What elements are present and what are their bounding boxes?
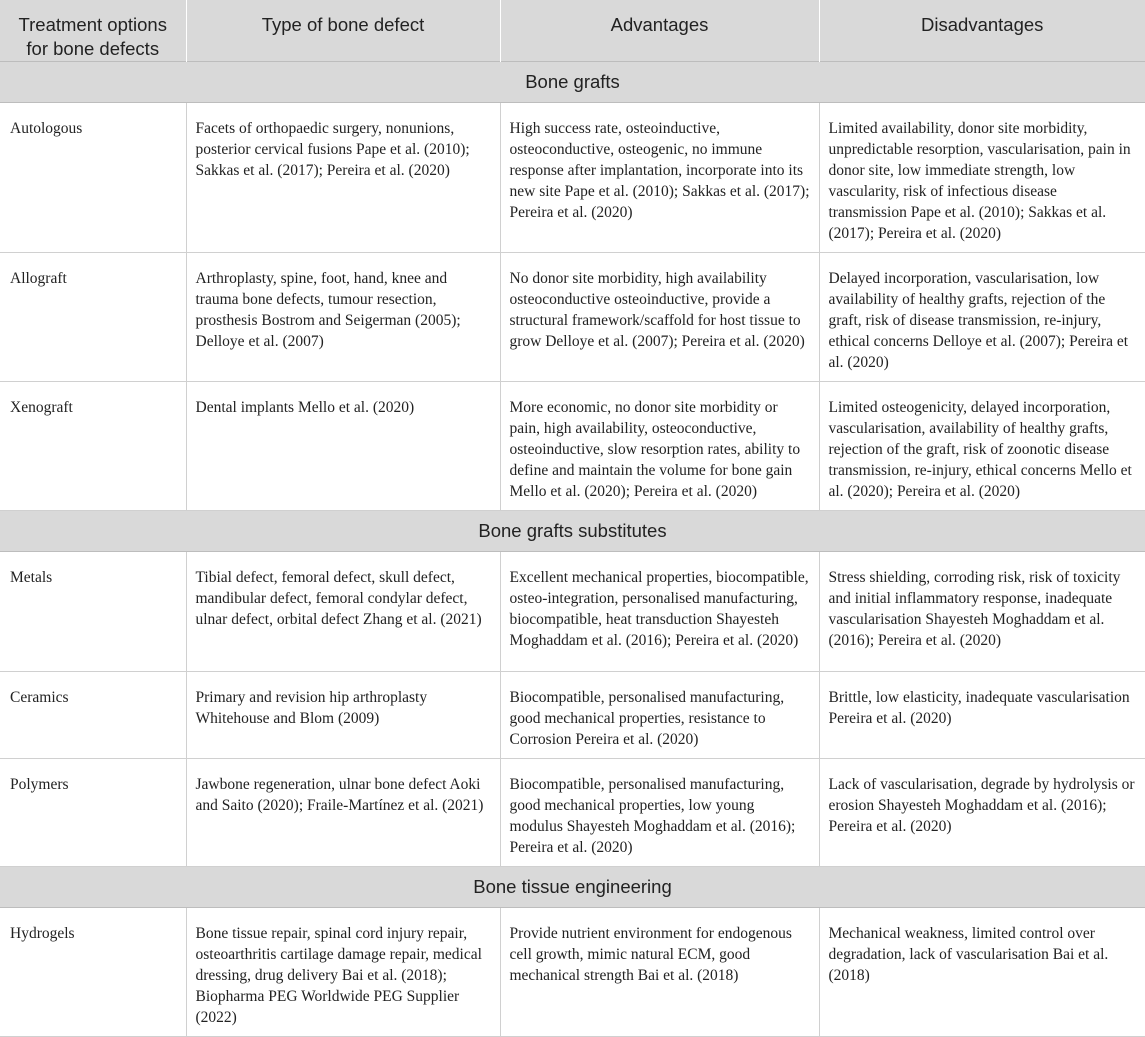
defect-type: Primary and revision hip arthroplasty Whitehouse and Blom (2009) — [186, 672, 500, 759]
advantages: Biocompatible, personalised manufacturing, good mechanical properties, low young modulus Shayesteh Moghaddam et al. (2016); Pereira et al. (2020) — [500, 759, 819, 867]
defect-type: Arthroplasty, spine, foot, hand, knee and trauma bone defects, tumour resection, prosthesis Bostrom and Seigerman (2005); Delloye et al. (2007) — [186, 253, 500, 382]
table-row — [0, 759, 1145, 867]
defect-type: Jawbone regeneration, ulnar bone defect Aoki and Saito (2020); Fraile-Martínez et al. (2021) — [186, 759, 500, 867]
header-treatment-options: Treatment options for bone defects — [0, 0, 186, 62]
advantages: Excellent mechanical properties, biocompatible, osteo-integration, personalised manufacturing, biocompatible, heat transduction Shayesteh Moghaddam et al. (2016); Pereira et al. (2020) — [500, 552, 819, 672]
treatment-option: Ceramics — [0, 672, 186, 759]
section-title: Bone grafts substitutes — [0, 511, 1145, 552]
section-title: Bone tissue engineering — [0, 867, 1145, 908]
section-row — [0, 62, 1145, 103]
defect-type: Facets of orthopaedic surgery, nonunions, posterior cervical fusions Pape et al. (2010); Sakkas et al. (2017); Pereira et al. (2020) — [186, 103, 500, 253]
table-row — [0, 552, 1145, 672]
header-defect-type: Type of bone defect — [186, 0, 500, 62]
table-row — [0, 382, 1145, 511]
treatment-option: Hydrogels — [0, 908, 186, 1037]
advantages: Provide nutrient environment for endogenous cell growth, mimic natural ECM, good mechanical strength Bai et al. (2018) — [500, 908, 819, 1037]
table-header — [0, 0, 1145, 62]
table-row — [0, 908, 1145, 1037]
treatment-option: Xenograft — [0, 382, 186, 511]
treatment-option: Allograft — [0, 253, 186, 382]
disadvantages: Delayed incorporation, vascularisation, low availability of healthy grafts, rejection of the graft, risk of disease transmission, re-injury, ethical concerns Delloye et al. (2007); Pereira et al. (2020) — [819, 253, 1145, 382]
advantages: Biocompatible, personalised manufacturing, good mechanical properties, resistance to Corrosion Pereira et al. (2020) — [500, 672, 819, 759]
disadvantages: Lack of vascularisation, degrade by hydrolysis or erosion Shayesteh Moghaddam et al. (2016); Pereira et al. (2020) — [819, 759, 1145, 867]
table-row — [0, 672, 1145, 759]
advantages: More economic, no donor site morbidity or pain, high availability, osteoconductive, osteoinductive, slow resorption rates, ability to define and maintain the volume for bone gain Mello et al. (2020); Pereira et al. (2020) — [500, 382, 819, 511]
section-row — [0, 867, 1145, 908]
treatment-option: Polymers — [0, 759, 186, 867]
disadvantages: Stress shielding, corroding risk, risk of toxicity and initial inflammatory response, inadequate vascularisation Shayesteh Moghaddam et al. (2016); Pereira et al. (2020) — [819, 552, 1145, 672]
header-advantages: Advantages — [500, 0, 819, 62]
treatment-option: Metals — [0, 552, 186, 672]
defect-type: Tibial defect, femoral defect, skull defect, mandibular defect, femoral condylar defect, ulnar defect, orbital defect Zhang et al. (2021) — [186, 552, 500, 672]
advantages: No donor site morbidity, high availability osteoconductive osteoinductive, provide a structural framework/scaffold for host tissue to grow Delloye et al. (2007); Pereira et al. (2020) — [500, 253, 819, 382]
header-disadvantages: Disadvantages — [819, 0, 1145, 62]
table-row — [0, 103, 1145, 253]
treatment-option: Autologous — [0, 103, 186, 253]
table-row — [0, 253, 1145, 382]
advantages: High success rate, osteoinductive, osteoconductive, osteogenic, no immune response after implantation, incorporate into its new site Pape et al. (2010); Sakkas et al. (2017); Pereira et al. (2020) — [500, 103, 819, 253]
disadvantages: Limited osteogenicity, delayed incorporation, vascularisation, availability of healthy grafts, rejection of the graft, risk of zoonotic disease transmission, re-injury, ethical concerns Mello et al. (2020); Pereira et al. (2020) — [819, 382, 1145, 511]
disadvantages: Mechanical weakness, limited control over degradation, lack of vascularisation Bai et al. (2018) — [819, 908, 1145, 1037]
defect-type: Bone tissue repair, spinal cord injury repair, osteoarthritis cartilage damage repair, medical dressing, drug delivery Bai et al. (2018); Biopharma PEG Worldwide PEG Supplier (2022) — [186, 908, 500, 1037]
section-row — [0, 511, 1145, 552]
defect-type: Dental implants Mello et al. (2020) — [186, 382, 500, 511]
section-title: Bone grafts — [0, 62, 1145, 103]
disadvantages: Limited availability, donor site morbidity, unpredictable resorption, vascularisation, pain in donor site, low immediate strength, low vascularity, risk of infectious disease transmission Pape et al. (2010); Sakkas et al. (2017); Pereira et al. (2020) — [819, 103, 1145, 253]
disadvantages: Brittle, low elasticity, inadequate vascularisation Pereira et al. (2020) — [819, 672, 1145, 759]
